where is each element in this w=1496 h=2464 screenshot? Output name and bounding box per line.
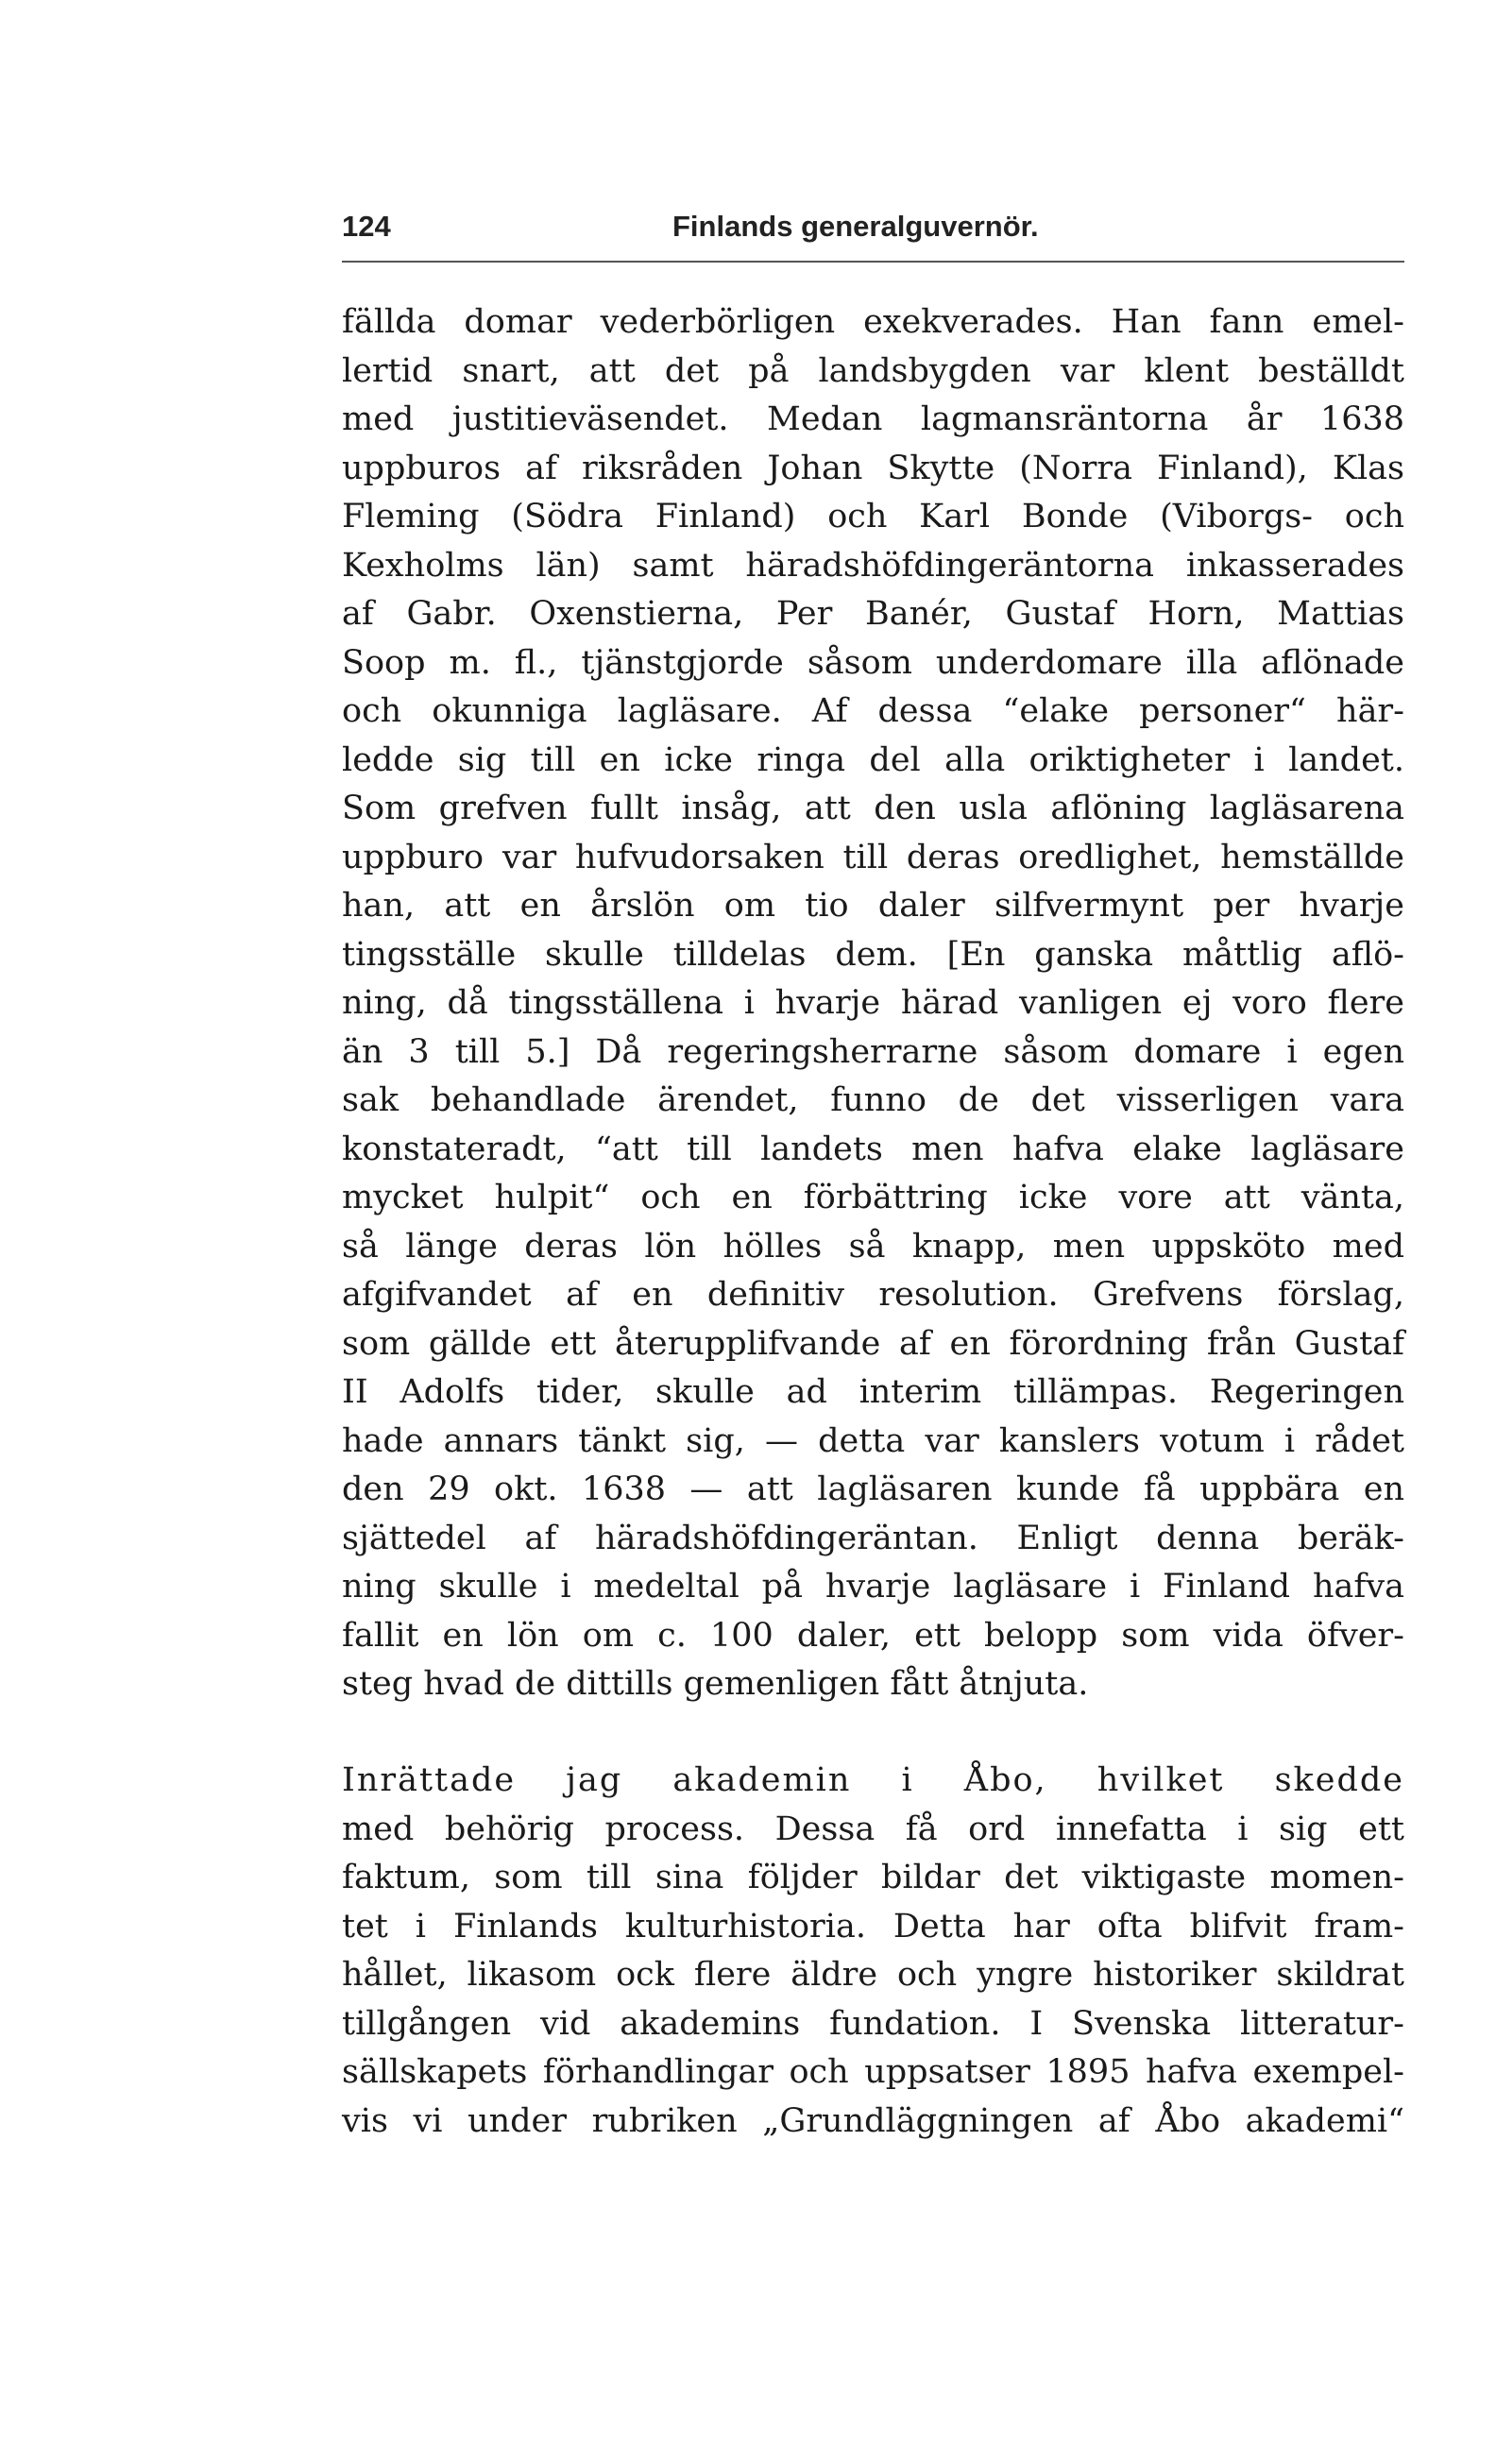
text-line: sällskapets förhandlingar och uppsatser 1895 hafva exempel- bbox=[342, 2053, 1404, 2091]
running-title: Finlands generalguvernör. bbox=[672, 210, 1039, 243]
text-line: Som grefven fullt insåg, att den usla aflöning lagläsarena bbox=[342, 790, 1404, 827]
text-line: II Adolfs tider, skulle ad interim tillämpas. Regeringen bbox=[342, 1373, 1404, 1411]
text-line: tet i Finlands kulturhistoria. Detta har ofta blifvit fram- bbox=[342, 1907, 1404, 1946]
text-line: än 3 till 5.] Då regeringsherrarne såsom domare i egen bbox=[342, 1032, 1404, 1071]
text-line: Kexholms län) samt häradshöfdingeräntorna inkasserades bbox=[342, 546, 1404, 585]
text-line: faktum, som till sina följder bildar det viktigaste momen- bbox=[342, 1859, 1404, 1896]
text-line: vis vi under rubriken „Grundläggningen af Åbo akademi“ bbox=[342, 2101, 1404, 2140]
text-line: fallit en lön om c. 100 daler, ett belopp som vida öfver- bbox=[342, 1616, 1404, 1655]
text-line: han, att en årslön om tio daler silfvermynt per hvarje bbox=[342, 887, 1404, 925]
page-header bbox=[342, 210, 1404, 247]
page-number: 124 bbox=[342, 210, 391, 243]
text-line: sjättedel af häradshöfdingeräntan. Enligt denna beräk- bbox=[342, 1519, 1404, 1557]
header-rule bbox=[342, 261, 1404, 263]
text-line: tingsställe skulle tilldelas dem. [En ganska måttlig aflö- bbox=[342, 935, 1404, 974]
text-line: konstateradt, “att till landets men hafva elake lagläsare bbox=[342, 1130, 1404, 1168]
text-line: så länge deras lön hölles så knapp, men uppsköto med bbox=[342, 1227, 1404, 1266]
text-line: lertid snart, att det på landsbygden var klent beställdt bbox=[342, 351, 1404, 390]
text-line: och okunniga lagläsare. Af dessa “elake personer“ här- bbox=[342, 692, 1404, 730]
text-line: uppburo var hufvudorsaken till deras oredlighet, hemställde bbox=[342, 838, 1404, 876]
text-line: Soop m. fl., tjänstgjorde såsom underdomare illa aflönade bbox=[342, 643, 1404, 682]
text-line: ledde sig till en icke ringa del alla oriktigheter i landet. bbox=[342, 740, 1404, 779]
paragraph-1 bbox=[342, 298, 1404, 1709]
text-line: hållet, likasom ock flere äldre och yngre historiker skildrat bbox=[342, 1956, 1404, 1994]
text-line: med behörig process. Dessa få ord innefatta i sig ett bbox=[342, 1810, 1404, 1848]
text-line: sak behandlade ärendet, funno de det visserligen vara bbox=[342, 1081, 1404, 1119]
text-line: den 29 okt. 1638 — att lagläsaren kunde få uppbära en bbox=[342, 1470, 1404, 1508]
text-line: uppburos af riksråden Johan Skytte (Norra Finland), Klas bbox=[342, 449, 1404, 487]
text-line: ning skulle i medeltal på hvarje lagläsare i Finland hafva bbox=[342, 1568, 1404, 1606]
text-line: mycket hulpit“ och en förbättring icke vore att vänta, bbox=[342, 1179, 1404, 1216]
text-line: som gällde ett återupplifvande af en förordning från Gustaf bbox=[342, 1324, 1404, 1363]
text-line: hade annars tänkt sig, — detta var kanslers votum i rådet bbox=[342, 1421, 1404, 1460]
text-line: med justitieväsendet. Medan lagmansräntorna år 1638 bbox=[342, 400, 1404, 438]
text-line: af Gabr. Oxenstierna, Per Banér, Gustaf Horn, Mattias bbox=[342, 595, 1404, 633]
text-line: fällda domar vederbörligen exekverades. Han fann emel- bbox=[342, 303, 1404, 341]
text-line: tillgången vid akademins fundation. I Svenska litteratur- bbox=[342, 2004, 1404, 2043]
text-line: ning, då tingsställena i hvarje härad vanligen ej voro flere bbox=[342, 984, 1404, 1022]
text-line: Inrättade jag akademin i Åbo, hvilket skedde bbox=[342, 1761, 1404, 1799]
text-line: steg hvad de dittills gemenligen fått åtnjuta. bbox=[342, 1665, 1089, 1703]
text-line: Fleming (Södra Finland) och Karl Bonde (Viborgs- och bbox=[342, 498, 1404, 535]
paragraph-2 bbox=[342, 1757, 1404, 2146]
text-line: afgifvandet af en definitiv resolution. Grefvens förslag, bbox=[342, 1276, 1404, 1314]
